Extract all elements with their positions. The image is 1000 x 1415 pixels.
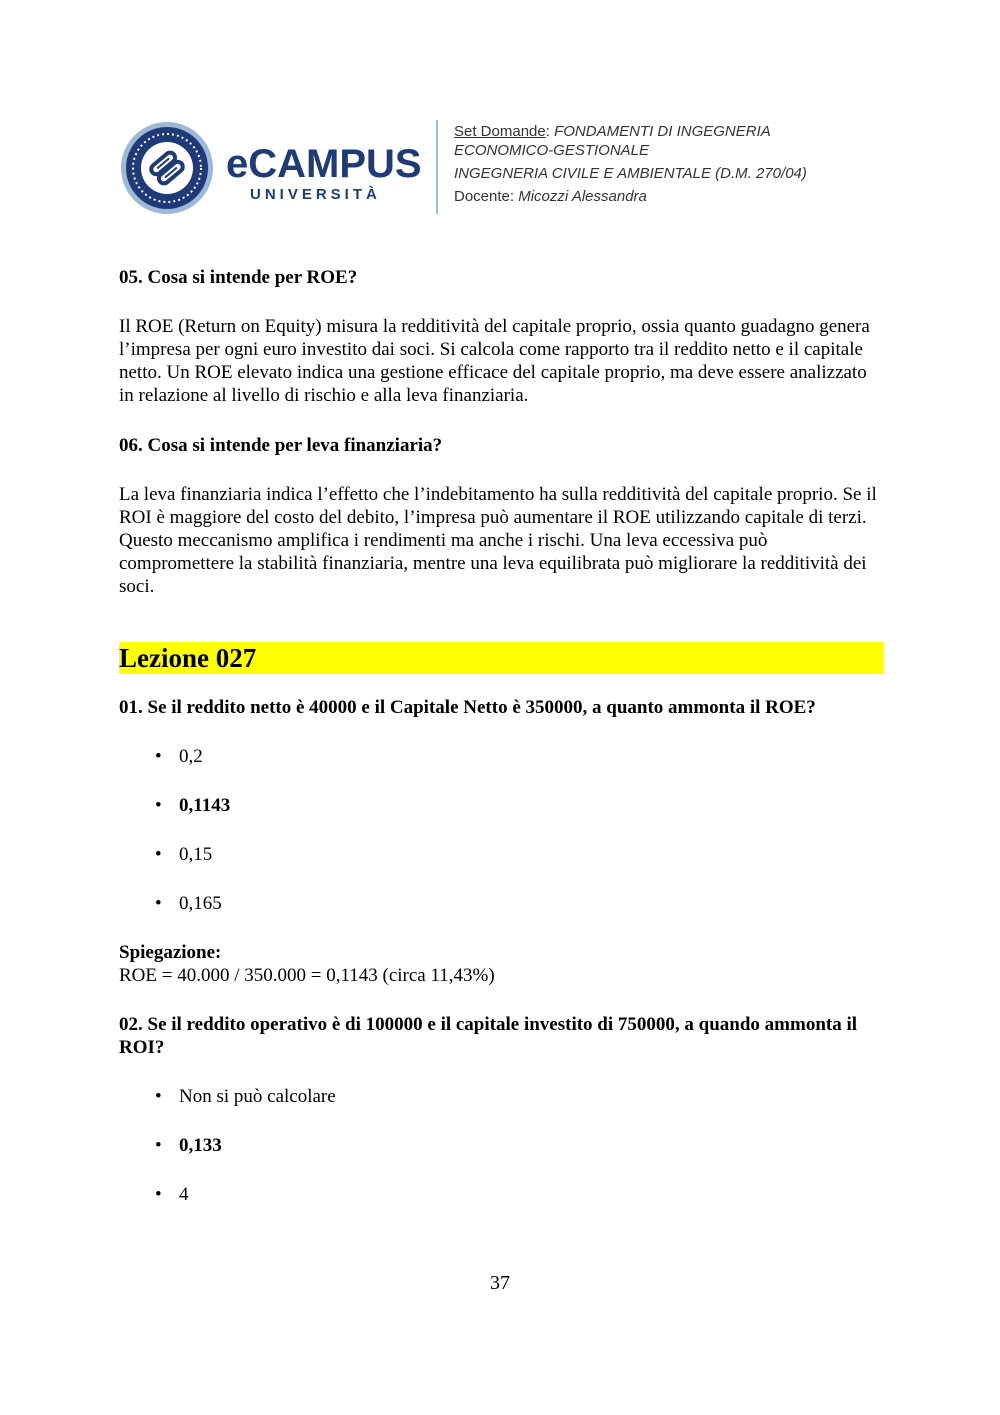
answer-text: Il ROE (Return on Equity) misura la redditività del capitale proprio, ossia quanto guadagno genera l’impresa per ogni euro investito dai soci. Si calcola come rapporto tra il reddito netto e il capitale netto. Un ROE elevato indica una gestione efficace del capitale proprio, ma deve essere analizzato in relazione al livello di rischio e alla leva finanziaria. [119, 316, 870, 406]
option-item [119, 843, 883, 866]
option-text: 0,133 [179, 1135, 222, 1156]
ecampus-emblem-icon [120, 121, 214, 215]
option-item [119, 1085, 883, 1108]
option-text: 0,15 [179, 844, 213, 865]
option-item [119, 892, 883, 915]
document-header [118, 118, 878, 218]
options-list [119, 1085, 883, 1206]
set-line: Set Domande: FONDAMENTI DI INGEGNERIA [454, 123, 771, 140]
logo-brand: eCAMPUS [226, 142, 422, 186]
option-text: Non si può calcolare [179, 1086, 336, 1107]
question-title: 06. Cosa si intende per leva finanziaria? [119, 435, 443, 456]
header-info [454, 122, 884, 206]
bullet-icon: • [155, 1135, 162, 1156]
lesson-title: Lezione 027 [119, 643, 257, 673]
page-content [119, 266, 883, 1206]
bullet-icon: • [155, 844, 162, 865]
bullet-icon: • [155, 1086, 162, 1107]
docente-value: Micozzi Alessandra [518, 188, 647, 205]
bullet-icon: • [155, 1184, 162, 1205]
explanation-label: Spiegazione: [119, 942, 222, 963]
option-item [119, 745, 883, 768]
header-divider [436, 120, 438, 214]
option-item-correct [119, 794, 883, 817]
question-title: 02. Se il reddito operativo è di 100000 e il capitale investito di 750000, a quando ammonta il ROI? [119, 1014, 858, 1058]
option-text: 0,1143 [179, 795, 231, 816]
logo-subtitle: UNIVERSITÀ [250, 186, 381, 203]
set-value-1: FONDAMENTI DI INGEGNERIA [554, 123, 771, 140]
bullet-icon: • [155, 893, 162, 914]
explanation-text: ROE = 40.000 / 350.000 = 0,1143 (circa 11,43%) [119, 965, 495, 986]
options-list [119, 745, 883, 915]
set-value-2: ECONOMICO-GESTIONALE [454, 142, 650, 159]
set-label: Set Domande [454, 123, 546, 140]
docente-line: Docente: Micozzi Alessandra [454, 188, 647, 205]
option-text: 0,165 [179, 893, 222, 914]
question-title: 05. Cosa si intende per ROE? [119, 267, 358, 288]
course-name: INGEGNERIA CIVILE E AMBIENTALE (D.M. 270/04) [454, 165, 807, 182]
docente-label: Docente [454, 188, 510, 205]
question-title: 01. Se il reddito netto è 40000 e il Capitale Netto è 350000, a quanto ammonta il ROE? [119, 697, 816, 718]
option-text: 0,2 [179, 746, 203, 767]
ecampus-wordmark [226, 142, 426, 212]
option-item-correct [119, 1134, 883, 1157]
lesson-heading-bar [119, 642, 883, 674]
option-text: 4 [179, 1184, 189, 1205]
page-number: 37 [490, 1272, 510, 1294]
bullet-icon: • [155, 795, 162, 816]
bullet-icon: • [155, 746, 162, 767]
answer-text: La leva finanziaria indica l’effetto che l’indebitamento ha sulla redditività del capitale proprio. Se il ROI è maggiore del costo del debito, l’impresa può aumentare il ROE utilizzando capitale di terzi. Questo meccanismo amplifica i rendimenti ma anche i rischi. Una leva eccessiva può compromettere la stabilità finanziaria, mentre una leva equilibrata può migliorare la redditività dei soci. [119, 484, 877, 597]
option-item [119, 1183, 883, 1206]
